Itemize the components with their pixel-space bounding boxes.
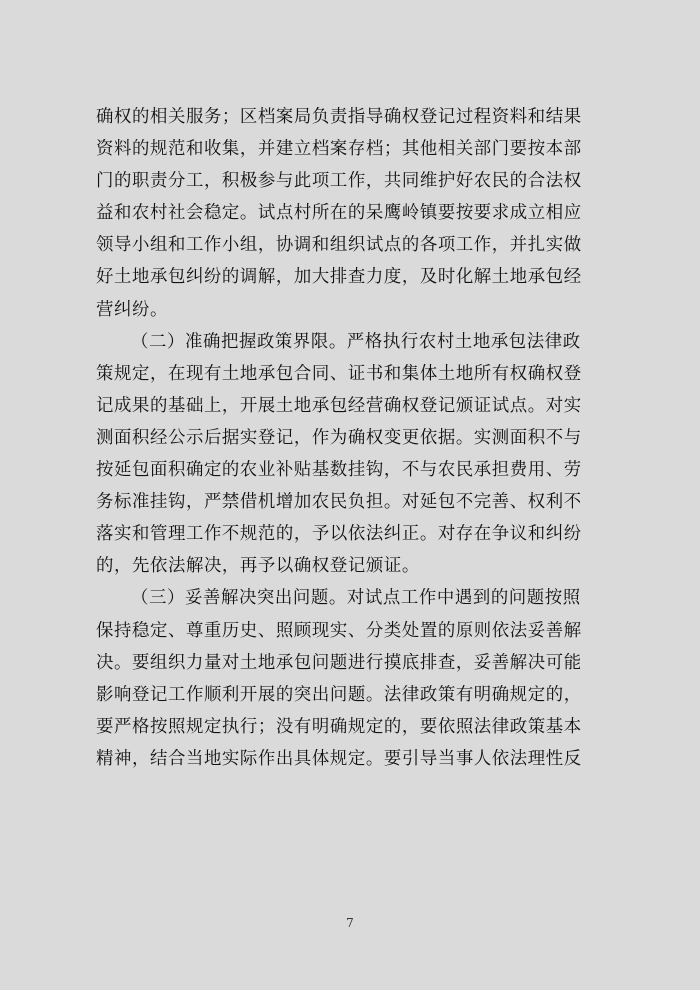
paragraph-line: 测面积经公示后据实登记，作为确权变更依据。实测面积不与 [96, 427, 582, 448]
paragraph-line: 精神，结合当地实际作出具体规定。要引导当事人依法理性反 [96, 748, 582, 769]
paragraph-line: 的，先依法解决，再予以确权登记颁证。 [96, 556, 420, 577]
paragraph-3 [96, 582, 611, 614]
paragraph-3-cont [96, 615, 611, 775]
paragraph-2 [96, 326, 611, 358]
paragraph-line: 益和农村社会稳定。试点村所在的呆鹰岭镇要按要求成立相应 [96, 203, 582, 224]
paragraph-line: 影响登记工作顺利开展的突出问题。法律政策有明确规定的， [96, 684, 582, 705]
paragraph-line: 落实和管理工作不规范的，予以依法纠正。对存在争议和纠纷 [96, 524, 582, 545]
paragraph-line: 确权的相关服务；区档案局负责指导确权登记过程资料和结果 [96, 107, 582, 127]
paragraph-line: 好土地承包纠纷的调解，加大排查力度，及时化解土地承包经 [96, 267, 582, 288]
document-body [96, 101, 611, 775]
paragraph-2-cont [96, 358, 611, 583]
paragraph-line: 决。要组织力量对土地承包问题进行摸底排查，妥善解决可能 [96, 652, 582, 673]
paragraph-line: 要严格按照规定执行；没有明确规定的，要依照法律政策基本 [96, 716, 582, 737]
paragraph-line: 按延包面积确定的农业补贴基数挂钩，不与农民承担费用、劳 [96, 460, 582, 481]
paragraph-1 [96, 101, 611, 326]
paragraph-line: 保持稳定、尊重历史、照顾现实、分类处置的原则依法妥善解 [96, 620, 582, 641]
paragraph-line: 营纠纷。 [96, 299, 168, 320]
paragraph-line: 资料的规范和收集，并建立档案存档；其他相关部门要按本部 [96, 139, 582, 160]
paragraph-line: 策规定，在现有土地承包合同、证书和集体土地所有权确权登 [96, 363, 582, 384]
page-number: 7 [346, 916, 354, 930]
paragraph-line: 门的职责分工，积极参与此项工作，共同维护好农民的合法权 [96, 171, 582, 192]
paragraph-line: 务标准挂钩，严禁借机增加农民负担。对延包不完善、权利不 [96, 492, 582, 513]
paragraph-line: （三）妥善解决突出问题。对试点工作中遇到的问题按照 [131, 588, 581, 609]
paragraph-line: 领导小组和工作小组，协调和组织试点的各项工作，并扎实做 [96, 235, 582, 256]
paragraph-line: （二）准确把握政策界限。严格执行农村土地承包法律政 [131, 331, 581, 352]
paragraph-line: 记成果的基础上，开展土地承包经营确权登记颁证试点。对实 [96, 395, 582, 416]
